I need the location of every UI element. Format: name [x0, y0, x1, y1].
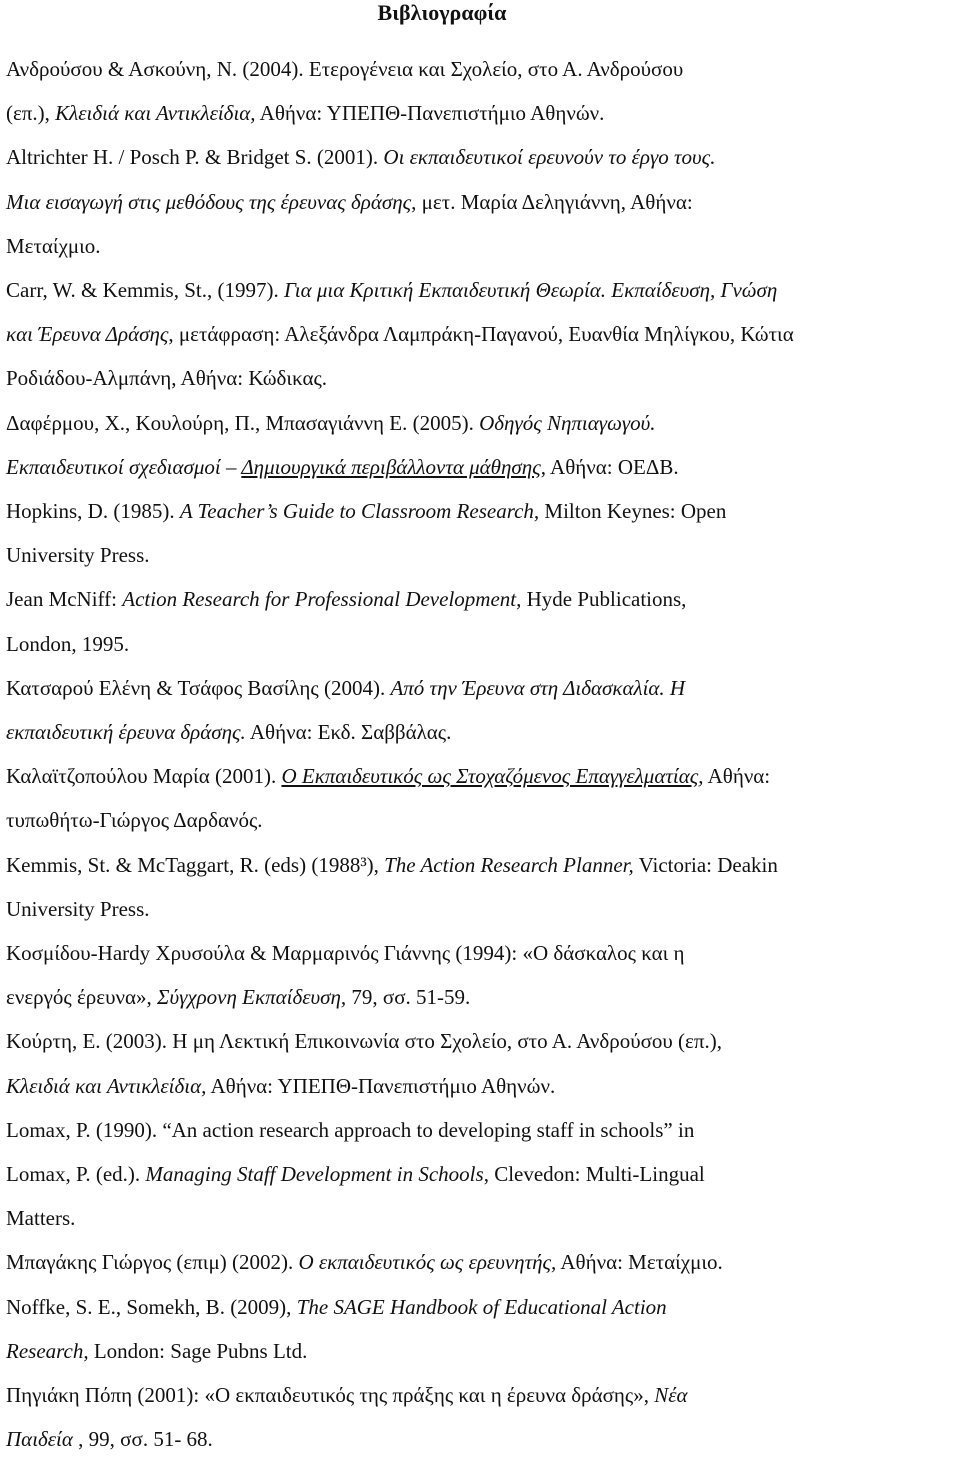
- italic-text: Managing Staff Development in Schools: [145, 1162, 484, 1187]
- italic-text: The Action Research Planner,: [384, 852, 634, 877]
- page-title: Βιβλιογραφία: [377, 0, 507, 25]
- bibliography-entry: [6, 754, 956, 842]
- entry-line: [6, 268, 956, 312]
- entry-line: [6, 887, 956, 931]
- entry-text: Ανδρούσου & Ασκούνη, Ν. (2004). Ετερογένεια και Σχολείο, στο Α. Ανδρούσου: [6, 57, 684, 81]
- entry-line: [6, 1240, 956, 1284]
- bibliography-entry: [6, 489, 956, 577]
- entry-line: [6, 1152, 956, 1196]
- entry-text: Hopkins, D. (1985).: [6, 499, 180, 524]
- entry-line: [6, 975, 956, 1019]
- italic-text: Δημιουργικά περιβάλλοντα μάθησης: [241, 454, 541, 479]
- entry-text: Hyde Publications,: [521, 587, 687, 612]
- entry-text: Αθήνα: Μεταίχμιο.: [556, 1250, 723, 1275]
- bibliography-entry: [6, 47, 956, 135]
- entry-text: Matters.: [6, 1206, 76, 1231]
- entry-text: London: Sage Pubns Ltd.: [88, 1338, 308, 1363]
- entry-text: Αθήνα: ΥΠΕΠΘ-Πανεπιστήμιο Αθηνών.: [255, 101, 605, 126]
- entry-line: [6, 47, 956, 91]
- bibliography-list: [6, 47, 956, 1462]
- bibliography-entry: [6, 931, 956, 1019]
- entry-line: [6, 931, 956, 975]
- italic-text: Για μια Κριτική Εκπαιδευτική Θεωρία. Εκπαίδευση, Γνώση: [283, 278, 778, 303]
- entry-text: Ροδιάδου-Αλμπάνη, Αθήνα: Κώδικας.: [6, 366, 328, 391]
- entry-text: ενεργός έρευνα»,: [6, 985, 157, 1010]
- italic-text: Κλειδιά και Αντικλείδια,: [55, 101, 256, 126]
- bibliography-entry: [6, 1019, 956, 1107]
- italic-text: Ο Εκπαιδευτικός ως Στοχαζόμενος Επαγγελματίας: [281, 764, 699, 789]
- entry-line: [6, 1108, 956, 1152]
- entry-text: Μπαγάκης Γιώργος (επιμ) (2002).: [6, 1250, 299, 1275]
- entry-line: [6, 710, 956, 754]
- bibliography-entry: [6, 577, 956, 665]
- entry-line: [6, 180, 956, 224]
- entry-line: [6, 798, 956, 842]
- entry-line: [6, 622, 956, 666]
- italic-text: Οδηγός Νηπιαγωγού.: [479, 410, 656, 435]
- bibliography-entry: [6, 1285, 956, 1373]
- entry-line: [6, 356, 956, 400]
- entry-text: Μεταίχμιο.: [6, 233, 101, 258]
- entry-text: Lomax, P. (ed.).: [6, 1162, 146, 1187]
- entry-text: Carr, W. & Kemmis, St., (1997).: [6, 278, 284, 303]
- entry-line: [6, 1417, 956, 1461]
- entry-line: [6, 91, 956, 135]
- italic-text: Action Research for Professional Development,: [122, 587, 522, 612]
- entry-line: [6, 666, 956, 710]
- entry-line: [6, 843, 956, 887]
- entry-text: Κατσαρού Ελένη & Τσάφος Βασίλης (2004).: [6, 675, 391, 700]
- entry-line: [6, 489, 956, 533]
- italic-text: εκπαιδευτική έρευνα δράσης.: [6, 720, 246, 745]
- italic-text: Εκπαιδευτικοί σχεδιασμοί –: [6, 454, 242, 479]
- entry-text: Κοσμίδου-Hardy Χρυσούλα & Μαρμαρινός Γιάννης (1994): «Ο δάσκαλος και η: [6, 941, 685, 966]
- entry-line: [6, 754, 956, 798]
- entry-line: [6, 1285, 956, 1329]
- entry-line: [6, 1196, 956, 1240]
- entry-line: [6, 312, 956, 356]
- entry-text: 79, σσ. 51-59.: [346, 985, 471, 1010]
- italic-text: Νέα: [654, 1383, 688, 1408]
- italic-text: Οι εκπαιδευτικοί ερευνούν το έργο τους.: [383, 145, 716, 170]
- bibliography-entry: [6, 1373, 956, 1461]
- bibliography-entry: [6, 1240, 956, 1284]
- entry-text: Αθήνα: ΥΠΕΠΘ-Πανεπιστήμιο Αθηνών.: [206, 1073, 556, 1098]
- entry-text: (επ.),: [6, 101, 56, 126]
- entry-text: τυπωθήτω-Γιώργος Δαρδανός.: [6, 808, 263, 833]
- bibliography-entry: [6, 268, 956, 401]
- entry-line: [6, 224, 956, 268]
- entry-text: , μετάφραση: Αλεξάνδρα Λαμπράκη-Παγανού, Ευανθία Μηλίγκου, Κώτια: [168, 322, 794, 347]
- entry-line: [6, 1064, 956, 1108]
- italic-text: A Teacher’s Guide to Classroom Research,: [179, 499, 540, 524]
- bibliography-entry: [6, 401, 956, 489]
- entry-text: Δαφέρμου, Χ., Κουλούρη, Π., Μπασαγιάννη Ε. (2005).: [6, 410, 480, 435]
- bibliography-entry: [6, 843, 956, 931]
- entry-text: , Αθήνα: ΟΕΔΒ.: [540, 454, 679, 479]
- italic-text: Μια εισαγωγή στις μεθόδους της έρευνας δράσης: [6, 189, 412, 214]
- entry-text: , 99, σσ. 51- 68.: [72, 1427, 213, 1452]
- entry-line: [6, 577, 956, 621]
- entry-text: , μετ. Μαρία Δεληγιάννη, Αθήνα:: [411, 189, 693, 214]
- entry-text: Noffke, S. E., Somekh, B. (2009),: [6, 1294, 297, 1319]
- entry-text: University Press.: [6, 543, 150, 568]
- entry-line: [6, 1019, 956, 1063]
- entry-text: Κούρτη, Ε. (2003). Η μη Λεκτική Επικοινωνία στο Σχολείο, στο Α. Ανδρούσου (επ.),: [6, 1029, 722, 1054]
- entry-text: Victoria: Deakin: [633, 852, 778, 877]
- entry-text: , Αθήνα:: [698, 764, 771, 789]
- italic-text: Research,: [6, 1338, 89, 1363]
- entry-line: [6, 445, 956, 489]
- entry-text: Altrichter H. / Posch P. & Bridget S. (2001).: [6, 145, 384, 170]
- entry-line: [6, 401, 956, 445]
- italic-text: The SAGE Handbook of Educational Action: [296, 1294, 667, 1319]
- bibliography-entry: [6, 135, 956, 268]
- italic-text: Κλειδιά και Αντικλείδια,: [6, 1073, 207, 1098]
- entry-line: [6, 1373, 956, 1417]
- italic-text: Σύγχρονη Εκπαίδευση,: [156, 985, 347, 1010]
- entry-line: [6, 1329, 956, 1373]
- entry-text: , Clevedon: Multi-Lingual: [483, 1162, 705, 1187]
- entry-text: Αθήνα: Εκδ. Σαββάλας.: [245, 720, 452, 745]
- entry-text: Milton Keynes: Open: [539, 499, 727, 524]
- entry-text: Kemmis, St. & McTaggart, R. (eds) (1988³),: [6, 852, 385, 877]
- bibliography-entry: [6, 1108, 956, 1241]
- entry-text: Πηγιάκη Πόπη (2001): «Ο εκπαιδευτικός της πράξης και η έρευνα δράσης»,: [6, 1383, 655, 1408]
- bibliography-entry: [6, 666, 956, 754]
- entry-text: Καλαϊτζοπούλου Μαρία (2001).: [6, 764, 282, 789]
- italic-text: και Έρευνα Δράσης: [6, 322, 169, 347]
- entry-text: Lomax, P. (1990). “An action research approach to developing staff in schools” in: [6, 1117, 695, 1142]
- entry-text: London, 1995.: [6, 631, 130, 656]
- italic-text: Από την Έρευνα στη Διδασκαλία. Η: [390, 675, 686, 700]
- entry-text: University Press.: [6, 896, 150, 921]
- entry-text: Jean McNiff:: [6, 587, 123, 612]
- entry-line: [6, 135, 956, 179]
- italic-text: Ο εκπαιδευτικός ως ερευνητής,: [298, 1250, 557, 1275]
- entry-line: [6, 533, 956, 577]
- italic-text: Παιδεία: [6, 1427, 73, 1452]
